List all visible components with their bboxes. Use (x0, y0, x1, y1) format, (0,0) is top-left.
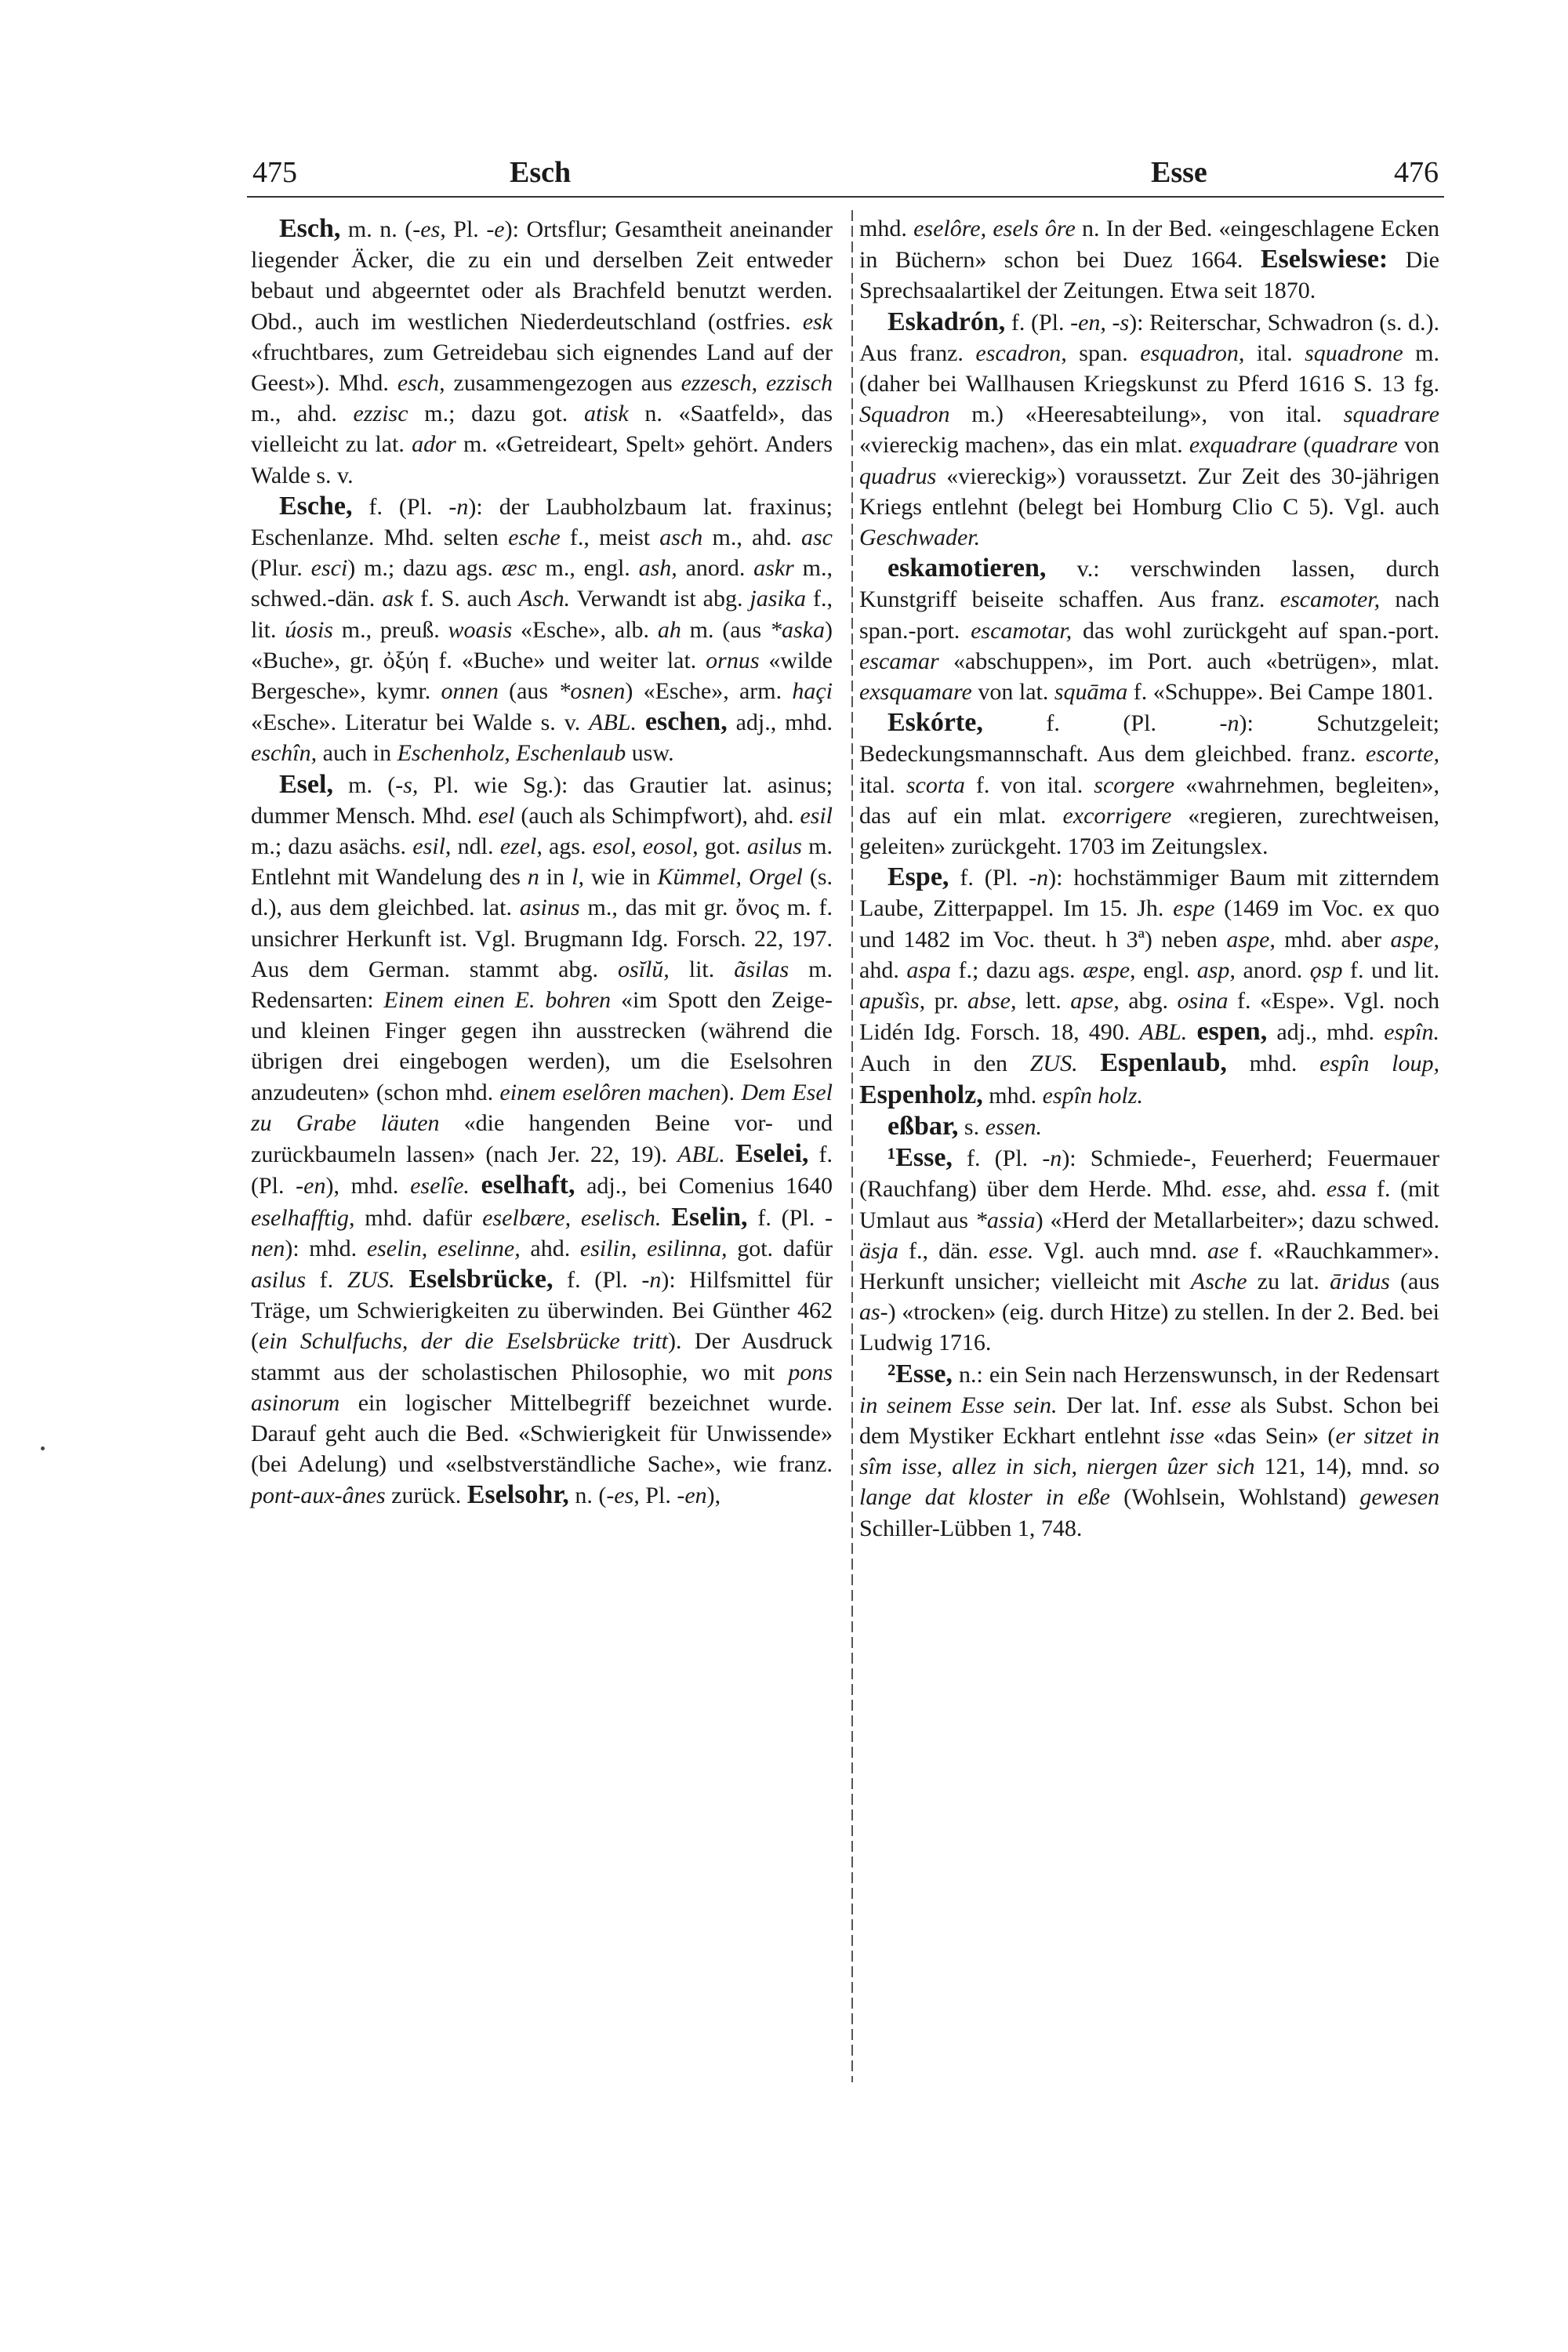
text-run: m., ahd. (702, 524, 801, 551)
italic-term: -en (677, 1483, 707, 1509)
text-run: ): mhd. (285, 1235, 367, 1261)
italic-term: ãsilas (734, 956, 789, 982)
italic-term: -n (1029, 865, 1049, 891)
entry-eselsohr-continued (859, 213, 1439, 307)
italic-term: n (527, 864, 539, 891)
italic-term: pons asinorum (251, 1359, 833, 1416)
italic-term: haçi (792, 678, 833, 705)
italic-term: Kümmel, Orgel (657, 864, 803, 891)
italic-term: Asche (1190, 1268, 1247, 1294)
text-run: f. (Pl. (982, 710, 1220, 737)
text-run: f. (Pl. (747, 1204, 826, 1231)
text-run: (aus (498, 678, 559, 705)
text-run (637, 710, 645, 735)
headword: Eskórte, (887, 708, 983, 738)
text-run: adj., bei Comenius 1640 (575, 1173, 833, 1200)
entry-eskamotieren (859, 553, 1439, 707)
italic-term: essen. (985, 1113, 1043, 1140)
entry-esel (251, 769, 833, 1512)
italic-term: ador (412, 431, 456, 458)
italic-term: Squadron (859, 401, 950, 428)
text-run: f. (mit Umlaut aus (859, 1176, 1439, 1233)
text-run: s. (958, 1113, 985, 1140)
text-run: ): Reiterschar, Schwadron (s. d.). Aus franz. (859, 309, 1439, 366)
text-run: «die hangenden Beine vor- und zurückbaumeln lassen» (nach Jer. 22, 19). (251, 1109, 833, 1168)
text-run: «Esche». Literatur bei Walde s. v. (251, 710, 590, 736)
italic-term: woasis (448, 616, 513, 643)
entry-esse-1 (859, 1142, 1439, 1358)
text-run: zu lat. (1247, 1268, 1330, 1294)
text-run (661, 1205, 671, 1231)
text-run: m.) «Heeresabteilung», von ital. (949, 401, 1344, 428)
italic-term: asch (659, 524, 703, 551)
text-run (470, 1173, 481, 1199)
text-run: ital. (1244, 339, 1305, 366)
text-run: Pl. wie Sg.): das Grautier lat. asinus; dummer Mensch. Mhd. (251, 771, 833, 829)
text-run: «regieren, zurechtweisen, geleiten» zurückgeht. 1703 im Zeitungslex. (859, 802, 1439, 860)
italic-term: äsja (859, 1237, 899, 1264)
text-run: f. (Pl. (952, 1145, 1043, 1172)
italic-term: Einem einen E. bohren (383, 987, 612, 1014)
text-run: ndl. (451, 833, 500, 860)
text-run: ). Der Ausdruck stammt aus der scholastischen Philosophie, wo mit (251, 1328, 833, 1385)
text-run: m., ahd. (251, 401, 354, 427)
italic-term: -en, -s (1070, 309, 1130, 336)
italic-term: in seinem Esse sein. (859, 1392, 1058, 1418)
text-run: usw. (626, 740, 674, 767)
text-run: (Wohlsein, Wohlstand) (1109, 1484, 1360, 1511)
text-run: pr. (925, 988, 967, 1014)
italic-term: -n (1042, 1145, 1062, 1172)
left-column (251, 213, 833, 1512)
italic-term: ah (657, 616, 681, 643)
text-run: «im Spott den Zeige- und kleinen Finger gegen ihn ausstrecken (während die übrigen drei eingebogen werden), um die Eselsohren anzudeuten» (schon mhd. (251, 987, 833, 1105)
italic-term: eselin, eselinne, (366, 1235, 521, 1261)
text-run: m.; dazu got. (408, 401, 584, 427)
text-run: m. (daher bei Wallhausen Kriegskunst zu Pferd 1616 S. 13 fg. (859, 339, 1440, 397)
headword: Eselsbrücke, (408, 1264, 554, 1294)
headword: Esel, (279, 769, 333, 799)
text-run: (Plur. (251, 555, 311, 582)
text-run: ). (720, 1079, 742, 1105)
text-run: mhd. dafür (354, 1204, 483, 1231)
italic-term: ezzesch, ezzisch (681, 370, 833, 397)
text-run: «das Sein» ( (1204, 1422, 1336, 1449)
italic-term: ein Schulfuchs, der die Eselsbrücke tritt (259, 1328, 669, 1355)
right-column (859, 213, 1439, 1544)
italic-term: ABL. (677, 1142, 725, 1168)
italic-term: excorrigere (1062, 802, 1172, 829)
italic-term: essa (1326, 1176, 1367, 1203)
text-run: anord. (677, 555, 754, 582)
text-run: Die Sprechsaalartikel der Zeitungen. Etwa seit 1870. (859, 247, 1439, 304)
text-run: n.: ein Sein nach Herzenswunsch, in der Redensart (952, 1361, 1439, 1388)
italic-term: -en (296, 1173, 326, 1200)
text-run: abg. (1119, 988, 1178, 1014)
text-run: ): Schmiede-, Feuerherd; Feuermauer (Rauchfang) über dem Herde. Mhd. (859, 1145, 1440, 1203)
header-rule (247, 196, 1444, 198)
text-run: «viereckig machen», das ein mlat. (859, 432, 1189, 459)
headword: Eselsohr, (466, 1480, 569, 1510)
italic-term: aspe, (1390, 926, 1440, 953)
italic-term: -e (486, 216, 505, 242)
text-run: nach span.-port. (859, 586, 1439, 644)
italic-term: esel (477, 802, 515, 829)
italic-term: esol, eosol, (592, 833, 699, 860)
italic-term: esquadron, (1140, 339, 1245, 366)
italic-term: -nen (251, 1204, 833, 1261)
text-run: ein logischer Mittelbegriff bezeichnet wurde. Darauf geht auch die Bed. «Schwierigkeit für Unwissende» (bei Adelung) und «selbstverständliche Sache», wie franz. (251, 1389, 833, 1478)
italic-term: squāma (1054, 679, 1128, 706)
text-run: m. Entlehnt mit Wandelung des (251, 833, 833, 891)
italic-term: æspe, (1083, 956, 1136, 983)
column-divider (851, 210, 853, 2082)
italic-term: esch, (397, 370, 445, 397)
italic-term: -es, (412, 216, 446, 242)
text-run: adj., mhd. (727, 710, 833, 736)
text-run: ahd. (520, 1235, 580, 1261)
text-run: m., das mit gr. ὄνος m. f. unsichrer Herkunft ist. Vgl. Brugmann Idg. Forsch. 22, 197. Aus dem German. stammt abg. (251, 895, 833, 982)
text-run: ), mhd. (325, 1173, 411, 1200)
text-run: ahd. (1266, 1176, 1327, 1203)
italic-term: espe (1173, 895, 1215, 922)
italic-term: eselîe. (410, 1173, 470, 1200)
italic-term: ornus (706, 647, 760, 673)
italic-term: aspa (906, 956, 952, 983)
text-run: m. «Getreideart, Spelt» gehört. Anders Walde s. v. (251, 431, 833, 488)
text-run: ): Ortsflur; Gesamtheit aneinander liegender Äcker, die zu ein und derselben Zeit entweder bebaut und abgeerntet oder als Brachfeld benutzt werden. Obd., auch im westlichen Niederdeutschland (ostfries. (251, 216, 833, 335)
text-run: engl. (1135, 956, 1197, 983)
italic-term: esche (508, 524, 561, 551)
text-run (395, 1267, 409, 1293)
text-run: adj., mhd. (1267, 1019, 1385, 1046)
text-run: Der lat. Inf. (1057, 1392, 1192, 1418)
margin-speck (41, 1446, 45, 1450)
headword: Eselswiese: (1260, 245, 1388, 274)
text-run: f. und lit. (1342, 956, 1439, 983)
text-run: f. (Pl. (251, 1142, 833, 1200)
entry-essbar (859, 1111, 1439, 1142)
text-run: ahd. (859, 956, 907, 983)
text-run: Auch in den (859, 1051, 1030, 1077)
italic-term: escamotar, (971, 617, 1073, 644)
text-run: ): hochstämmiger Baum mit zitterndem Laube, Zitterpappel. Im 15. Jh. (859, 865, 1440, 922)
text-run: ) «Herd der Metallarbeiter»; dazu schwed. (1035, 1207, 1439, 1233)
headword: espen, (1196, 1017, 1268, 1047)
italic-term: quadrus (859, 463, 937, 489)
italic-term: pont-aux-ânes (251, 1483, 386, 1509)
text-run: Pl. (639, 1483, 677, 1509)
text-run: m. ( (332, 771, 396, 798)
text-run: ( (1297, 432, 1312, 459)
text-run: f. von ital. (964, 771, 1094, 798)
text-run: f. S. auch (413, 586, 519, 612)
italic-term: squadrone (1305, 339, 1403, 366)
italic-term: -s, (395, 771, 419, 798)
text-run: span. (1066, 339, 1141, 366)
text-run (725, 1142, 735, 1167)
italic-term: osina (1177, 988, 1229, 1014)
text-run: f., lit. (251, 586, 833, 643)
headword: Espe, (887, 862, 949, 892)
text-run: «wilde Bergesche», kymr. (251, 647, 833, 705)
italic-term: æsc (501, 555, 537, 582)
italic-term: Geschwader. (859, 524, 981, 551)
text-run: auch in (317, 740, 397, 767)
italic-term: exsquamare (859, 679, 972, 706)
text-run: f. (Pl. (1005, 309, 1071, 336)
headword: Eskadrón, (887, 307, 1006, 336)
text-run: von (1397, 432, 1439, 459)
text-run: f., meist (560, 524, 660, 551)
text-run: (s. d.), aus dem gleichbed. lat. (251, 864, 833, 921)
italic-term: as- (859, 1299, 888, 1326)
headword: eßbar, (887, 1111, 959, 1141)
italic-term: quadrare (1311, 432, 1398, 459)
italic-term: espîn. (1384, 1019, 1440, 1046)
text-run: f. (Pl. (553, 1266, 642, 1293)
headword: Esche, (279, 491, 353, 521)
text-run: n. «Saatfeld», das vielleicht zu lat. (251, 401, 833, 458)
italic-term: ZUS. (1029, 1051, 1078, 1077)
text-run: mhd. (982, 1082, 1043, 1109)
italic-term: ZUS. (347, 1266, 395, 1293)
italic-term: -n (448, 493, 469, 520)
text-run (1078, 1051, 1101, 1076)
italic-term: espîn loup, (1319, 1051, 1439, 1077)
text-run: (1469 im Voc. ex quo und 1482 im Voc. theut. h 3ª) neben (859, 895, 1440, 953)
italic-term: esse, (1221, 1176, 1267, 1203)
italic-term: esilin, esilinna, (579, 1235, 728, 1261)
italic-term: eselbære, eselisch. (482, 1204, 662, 1231)
text-run: als Subst. Schon bei dem Mystiker Eckhart entlehnt (859, 1392, 1440, 1449)
italic-term: esil, (412, 833, 452, 860)
italic-term: abse, (967, 988, 1017, 1014)
text-run: m. n. ( (340, 216, 413, 242)
italic-term: eselhafftig, (251, 1204, 355, 1231)
text-run: v.: verschwinden lassen, durch Kunstgriff beiseite schaffen. Aus franz. (859, 556, 1439, 613)
italic-term: ezzisc (353, 401, 408, 427)
italic-term: -es, (606, 1483, 640, 1509)
left-catchword: Esch (510, 156, 572, 189)
italic-term: esse. (988, 1237, 1034, 1264)
italic-term: so lange dat kloster in eße (859, 1454, 1440, 1511)
text-run: m. (aus (681, 616, 770, 643)
text-run: wie in (583, 864, 658, 891)
text-run: zusammengezogen aus (445, 370, 681, 397)
italic-term: apse, (1070, 988, 1120, 1014)
text-run: zurück. (385, 1483, 467, 1509)
text-run: Vgl. auch mnd. (1033, 1237, 1207, 1264)
text-run: m.; dazu asächs. (251, 833, 413, 860)
italic-term: escamoter, (1279, 586, 1381, 613)
text-run: anord. (1235, 956, 1310, 983)
text-run: ) «trocken» (eig. durch Hitze) zu stellen. In der 2. Bed. bei Ludwig 1716. (859, 1299, 1439, 1356)
text-run: ital. (859, 771, 906, 798)
entry-eskorte (859, 707, 1439, 862)
headword: ²Esse, (887, 1359, 953, 1388)
text-run: (auch als Schimpfwort), ahd. (514, 802, 800, 829)
italic-term: apušìs, (859, 988, 926, 1014)
right-catchword: Esse (1151, 156, 1207, 189)
text-run: got. (698, 833, 747, 860)
italic-term: asinus (519, 895, 580, 921)
text-run: ags. (542, 833, 593, 860)
italic-term: esk (802, 308, 833, 335)
italic-term: esse (1192, 1392, 1232, 1418)
text-run: f. (Pl. (352, 493, 449, 520)
text-run: in (539, 864, 572, 891)
italic-term: esil (800, 802, 833, 829)
text-run: m., engl. (536, 555, 639, 582)
headword: Espenholz, (859, 1080, 983, 1109)
italic-term: scorgere (1094, 771, 1175, 798)
italic-term: escamar (859, 648, 939, 674)
italic-term: -n (641, 1266, 662, 1293)
text-run: Verwandt ist abg. (570, 586, 750, 612)
italic-term: Asch. (518, 586, 571, 612)
text-run: Schiller-Lübben 1, 748. (859, 1515, 1083, 1541)
text-run: f. (Pl. (949, 865, 1029, 891)
italic-term: gewesen (1359, 1484, 1439, 1511)
text-run: f. «Espe». Vgl. noch Lidén Idg. Forsch. 18, 490. (859, 988, 1439, 1046)
text-run: m., preuß. (332, 616, 448, 643)
italic-term: aspe, (1226, 926, 1276, 953)
headword: eselhaft, (481, 1171, 575, 1200)
italic-term: escadron, (975, 339, 1067, 366)
text-run: «fruchtbares, zum Getreidebau sich eignendes Land auf der Geest»). Mhd. (251, 339, 833, 397)
entry-eskadron (859, 307, 1439, 554)
italic-term: espîn holz. (1042, 1082, 1143, 1109)
headword: ¹Esse, (887, 1143, 953, 1173)
italic-term: eselôre, esels ôre (913, 216, 1076, 241)
text-run: f. «Rauchkammer». Herkunft unsicher; vielleicht mit (859, 1237, 1439, 1294)
italic-term: atisk (583, 401, 629, 427)
text-run: «abschuppen», im Port. auch «betrügen», mlat. (938, 648, 1439, 674)
text-run: m., schwed.-dän. (251, 555, 833, 612)
italic-term: scorta (906, 771, 965, 798)
text-run: ): Schutzgeleit; Bedeckungsmannschaft. Aus dem gleichbed. franz. (859, 710, 1440, 768)
headword: Eselei, (735, 1139, 809, 1169)
text-run: mhd. aber (1275, 926, 1391, 953)
italic-term: asp, (1196, 956, 1236, 983)
text-run: ): der Laubholzbaum lat. fraxinus; Eschenlanze. Mhd. selten (251, 493, 833, 551)
italic-term: ABL. (1139, 1019, 1188, 1046)
text-run: lett. (1016, 988, 1071, 1014)
text-run: ), (706, 1483, 721, 1509)
text-run: Pl. (445, 216, 487, 242)
italic-term: Dem Esel zu Grabe läuten (251, 1079, 833, 1136)
italic-term: *aska (770, 616, 825, 643)
italic-term: exquadrare (1189, 432, 1298, 459)
entry-esch (251, 213, 833, 491)
italic-term: Eschenholz, Eschenlaub (397, 740, 626, 767)
italic-term: l, (572, 864, 584, 891)
headword: Eselin, (671, 1202, 748, 1232)
italic-term: *assia (975, 1207, 1036, 1233)
text-run: mhd. (1226, 1051, 1320, 1077)
text-run: f. «Schuppe». Bei Campe 1801. (1127, 679, 1434, 706)
italic-term: *osnen (558, 678, 626, 705)
text-run: f., dän. (898, 1237, 989, 1264)
italic-term: ǫsp (1309, 956, 1343, 983)
text-run: das wohl zurückgeht auf span.-port. (1072, 617, 1440, 644)
italic-term: osĭlŭ, (617, 956, 670, 982)
italic-term: er sitzet in sîm isse, allez in sich, niergen ûzer sich (859, 1422, 1439, 1480)
italic-term: jasika (750, 586, 807, 612)
text-run: n. In der Bed. «eingeschlagene Ecken in Büchern» schon bei Duez 1664. (859, 216, 1439, 274)
text-run: «Esche», alb. (512, 616, 658, 643)
italic-term: ase (1207, 1237, 1239, 1264)
text-run: f. (306, 1266, 347, 1293)
italic-term: eschîn, (251, 740, 318, 767)
text-run: ) «Esche», arm. (625, 678, 793, 705)
italic-term: squadrare (1343, 401, 1439, 428)
left-page-number: 475 (252, 156, 297, 189)
italic-term: ABL. (589, 710, 637, 736)
right-page-number: 476 (1394, 156, 1439, 189)
text-run: mhd. (859, 216, 914, 241)
headword: eschen, (644, 707, 728, 737)
italic-term: einem eselôren machen (499, 1079, 721, 1105)
text-run: n. ( (568, 1483, 607, 1509)
italic-term: ezel, (499, 833, 543, 860)
text-run: f.; dazu ags. (951, 956, 1083, 983)
italic-term: -n (1219, 710, 1240, 737)
text-run: lit. (669, 956, 735, 982)
text-run: ) «Buche», gr. ὀξύη f. «Buche» und weiter lat. (251, 616, 833, 673)
italic-term: esci (310, 555, 348, 582)
italic-term: onnen (441, 678, 499, 705)
italic-term: isse (1169, 1422, 1205, 1449)
entry-esche (251, 491, 833, 769)
text-run: von lat. (971, 679, 1054, 706)
italic-term: asc (801, 524, 833, 551)
text-run (1187, 1019, 1196, 1045)
text-run: ) m.; dazu ags. (347, 555, 502, 582)
italic-term: asilus (251, 1266, 307, 1293)
text-run: m. Redensarten: (251, 956, 833, 1014)
headword: eskamotieren, (887, 554, 1047, 583)
italic-term: āridus (1330, 1268, 1390, 1294)
entry-espe (859, 862, 1439, 1111)
italic-term: escorte, (1365, 741, 1439, 768)
text-run: 121, 14), mnd. (1254, 1454, 1419, 1480)
text-run: got. dafür (727, 1235, 833, 1261)
text-run: «viereckig») voraussetzt. Zur Zeit des 30-jährigen Kriegs entlehnt (belegt bei Homburg Clio C 5). Vgl. auch (859, 463, 1439, 520)
italic-term: ask (382, 586, 414, 612)
italic-term: ash, (638, 555, 677, 582)
text-run: ): Hilfsmittel für Träge, um Schwierigkeiten zu überwinden. Bei Günther 462 ( (251, 1266, 833, 1355)
italic-term: úosis (285, 616, 333, 643)
italic-term: asilus (746, 833, 802, 860)
headword: Espenlaub, (1100, 1048, 1227, 1078)
entry-esse-2 (859, 1359, 1439, 1544)
italic-term: askr (753, 555, 794, 582)
text-run: (aus (1389, 1268, 1439, 1294)
text-run: «wahrnehmen, begleiten», das auf ein mlat. (859, 771, 1439, 829)
headword: Esch, (279, 214, 341, 243)
